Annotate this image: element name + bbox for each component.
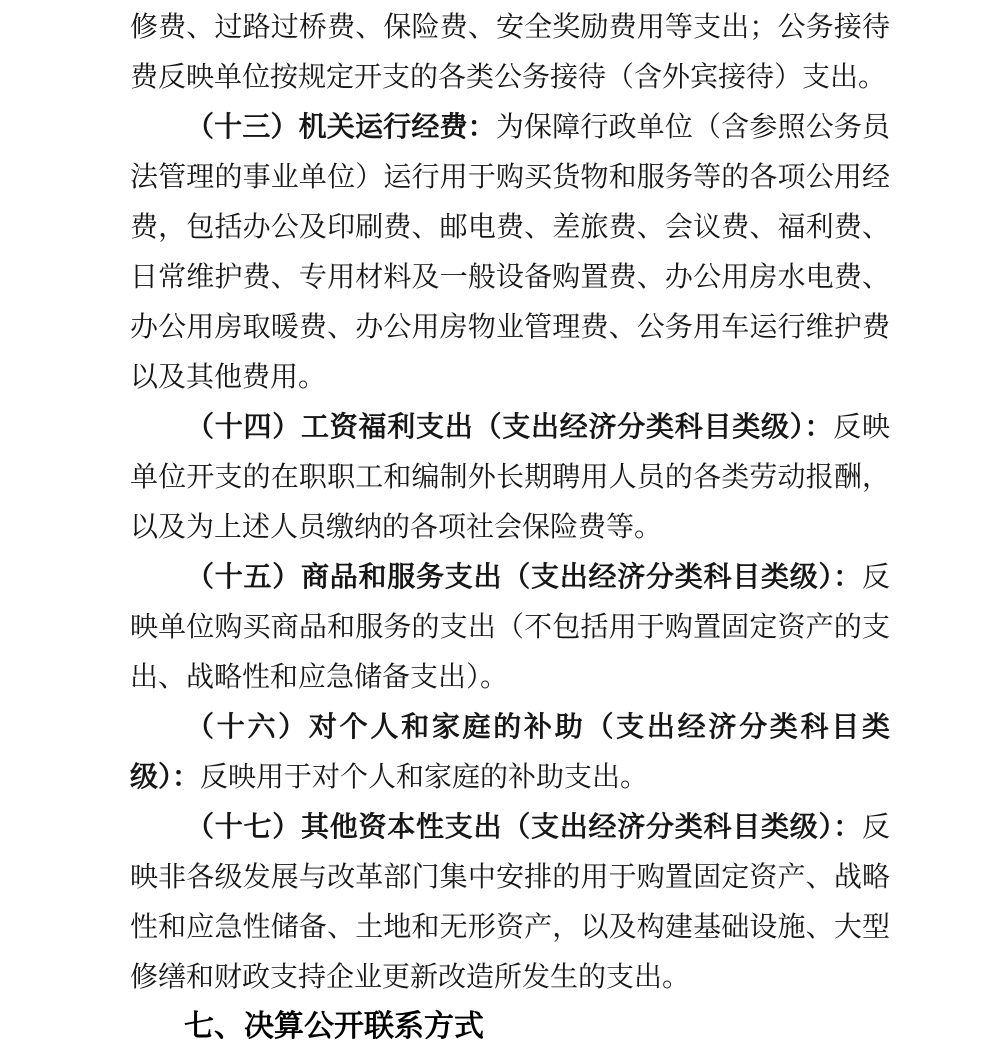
paragraph-run: 反映非各级发展与改革部门集中安排的用于购置固定资产、战略性和应急性储备、土地和无形资产，以及构建基础设施、大型修缮和财政支持企业更新改造所发生的支出。 xyxy=(130,810,890,993)
paragraph xyxy=(130,102,890,402)
paragraph-run-bold: （十三）机关运行经费： xyxy=(186,110,496,143)
paragraph xyxy=(130,552,890,702)
paragraph xyxy=(130,702,890,802)
paragraph xyxy=(130,802,890,1002)
paragraph-run-bold: （十五）商品和服务支出（支出经济分类科目类级）： xyxy=(186,560,862,593)
paragraph-run-bold: （十七）其他资本性支出（支出经济分类科目类级）： xyxy=(186,810,862,843)
paragraph xyxy=(130,2,890,102)
paragraph-run: 反映用于对个人和家庭的补助支出。 xyxy=(200,760,649,793)
paragraph-run: 反映单位购买商品和服务的支出（不包括用于购置固定资产的支出、战略性和应急储备支出）。 xyxy=(130,560,890,693)
paragraph-run: 为保障行政单位（含参照公务员法管理的事业单位）运行用于购买货物和服务等的各项公用经费，包括办公及印刷费、邮电费、差旅费、会议费、福利费、日常维护费、专用材料及一般设备购置费、办公用房水电费、办公用房取暖费、办公用房物业管理费、公务用车运行维护费以及其他费用。 xyxy=(130,110,890,393)
paragraph-run-bold: （十四）工资福利支出（支出经济分类科目类级）： xyxy=(186,410,834,443)
paragraph-run: 反映单位开支的在职职工和编制外长期聘用人员的各类劳动报酬，以及为上述人员缴纳的各项社会保险费等。 xyxy=(130,410,890,543)
paragraph xyxy=(130,402,890,552)
document-body xyxy=(130,2,890,1002)
paragraph-run-bold: （十六）对个人和家庭的补助（支出经济分类科目类级）： xyxy=(130,710,890,793)
section-heading: 七、决算公开联系方式 xyxy=(184,1010,484,1043)
paragraph-run: 修费、过路过桥费、保险费、安全奖励费用等支出；公务接待费反映单位按规定开支的各类公务接待（含外宾接待）支出。 xyxy=(130,10,890,93)
